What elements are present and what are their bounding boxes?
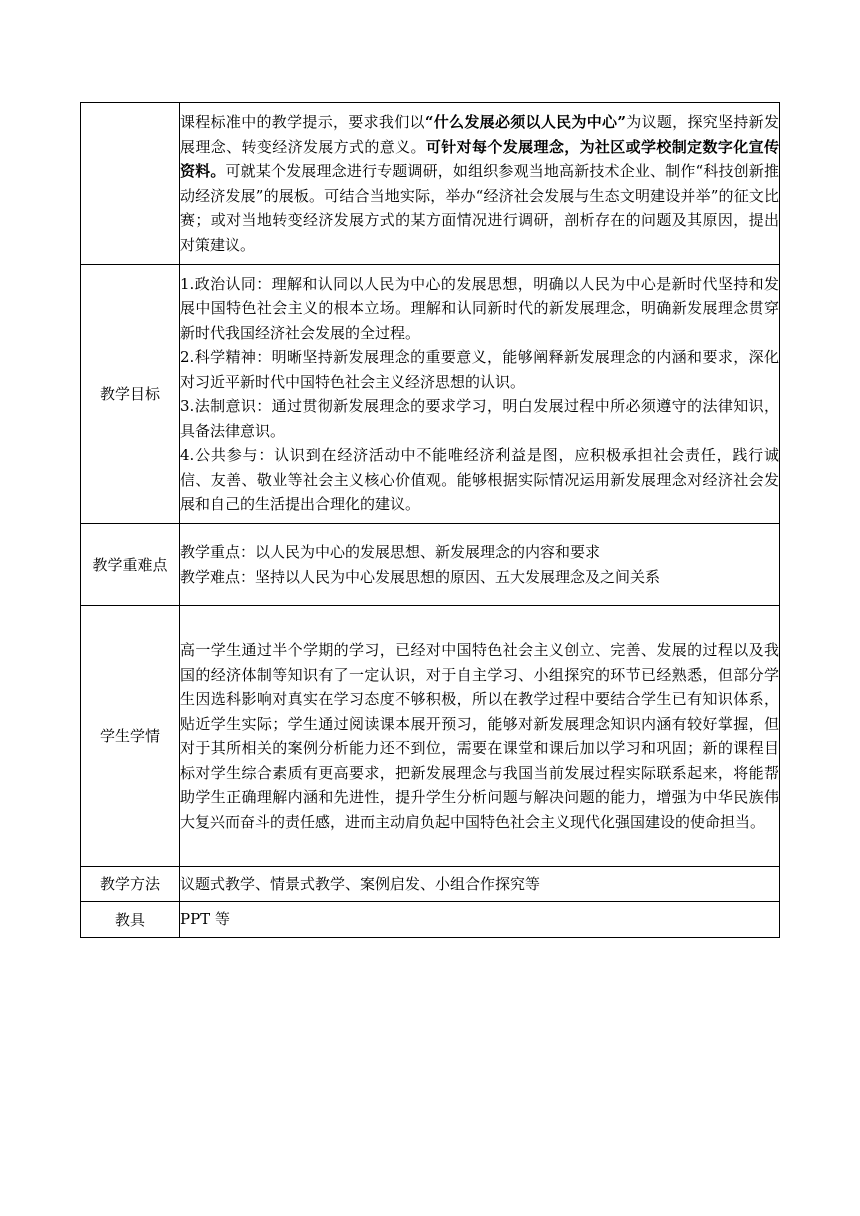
goals-content: [180, 265, 780, 524]
table-row: [81, 103, 780, 265]
requirements-content: [180, 103, 780, 265]
table-row: [81, 265, 780, 524]
requirements-topic-bold: “什么发展必须以人民为中心”: [424, 113, 626, 131]
requirements-label: [81, 103, 180, 265]
students-content: [180, 606, 780, 867]
tools-text: PPT 等: [180, 910, 230, 929]
requirements-paragraph: [180, 110, 779, 257]
requirements-text-1: 课程标准中的教学提示，要求我们以: [180, 113, 425, 131]
lesson-plan-table: [80, 102, 780, 938]
goal-item: 1.政治认同：理解和认同以人民为中心的发展思想，明确以人民为中心是新时代坚持和发展中国特色社会主义的根本立场。理解和认同新时代的新发展理念，明确新发展理念贯穿新时代我国经济社会发展的全过程。: [180, 274, 779, 342]
methods-label: 教学方法: [81, 867, 180, 902]
table-row: [81, 902, 780, 938]
methods-content: [180, 867, 780, 902]
methods-text: 议题式教学、情景式教学、案例启发、小组合作探究等: [180, 874, 541, 893]
table-row: [81, 606, 780, 867]
goal-item: 4.公共参与：认识到在经济活动中不能唯经济利益是图，应积极承担社会责任，践行诚信、友善、敬业等社会主义核心价值观。能够根据实际情况运用新发展理念对经济社会发展和自己的生活提出合理化的建议。: [180, 446, 779, 513]
tools-label: 教具: [81, 902, 180, 938]
requirements-text-3: 可就某个发展理念进行专题调研，如组织参观当地高新技术企业、制作“科技创新推动经济发展”的展板。可结合当地实际，举办“经济社会发展与生态文明建设并举”的征文比赛；或对当地转变经济发展方式的某方面情况进行调研，剖析存在的问题及其原因，提出对策建议。: [180, 162, 779, 254]
tools-content: [180, 902, 780, 938]
goal-item: 3.法制意识：通过贯彻新发展理念的要求学习，明白发展过程中所必须遵守的法律知识，具备法律意识。: [180, 397, 779, 440]
students-label: 学生学情: [81, 606, 180, 867]
requirements-task-bold: 可针对每个发展理念，为社区或学校制定数字化宣传资料。: [180, 137, 779, 180]
goal-item: 2.科学精神：明晰坚持新发展理念的重要意义，能够阐释新发展理念的内涵和要求，深化对习近平新时代中国特色社会主义经济思想的认识。: [180, 348, 779, 391]
key-point-focus: 教学重点：以人民为中心的发展思想、新发展理念的内容和要求: [180, 543, 601, 561]
key-point-difficulty: 教学难点：坚持以人民为中心发展思想的原因、五大发展理念及之间关系: [180, 567, 661, 586]
key-points-label: 教学重难点: [81, 524, 180, 606]
goals-label: 教学目标: [81, 265, 180, 524]
table-row: [81, 867, 780, 902]
table-row: [81, 524, 780, 606]
requirements-text-2: 为议题，探究坚持新发展理念、转变经济发展方式的意义。: [180, 113, 779, 156]
students-text: 高一学生通过半个学期的学习，已经对中国特色社会主义创立、完善、发展的过程以及我国的经济体制等知识有了一定认识，对于自主学习、小组探究的环节已经熟悉，但部分学生因选科影响对真实在学习态度不够积极，所以在教学过程中要结合学生已有知识体系，贴近学生实际；学生通过阅读课本展开预习，能够对新发展理念知识内涵有较好掌握，但对于其所相关的案例分析能力还不到位，需要在课堂和课后加以学习和巩固；新的课程目标对学生综合素质有更高要求，把新发展理念与我国当前发展过程实际联系起来，将能帮助学生正确理解内涵和先进性，提升学生分析问题与解决问题的能力，增强为中华民族伟大复兴而奋斗的责任感，进而主动肩负起中国特色社会主义现代化强国建设的使命担当。: [180, 641, 779, 831]
key-points-content: [180, 524, 780, 606]
